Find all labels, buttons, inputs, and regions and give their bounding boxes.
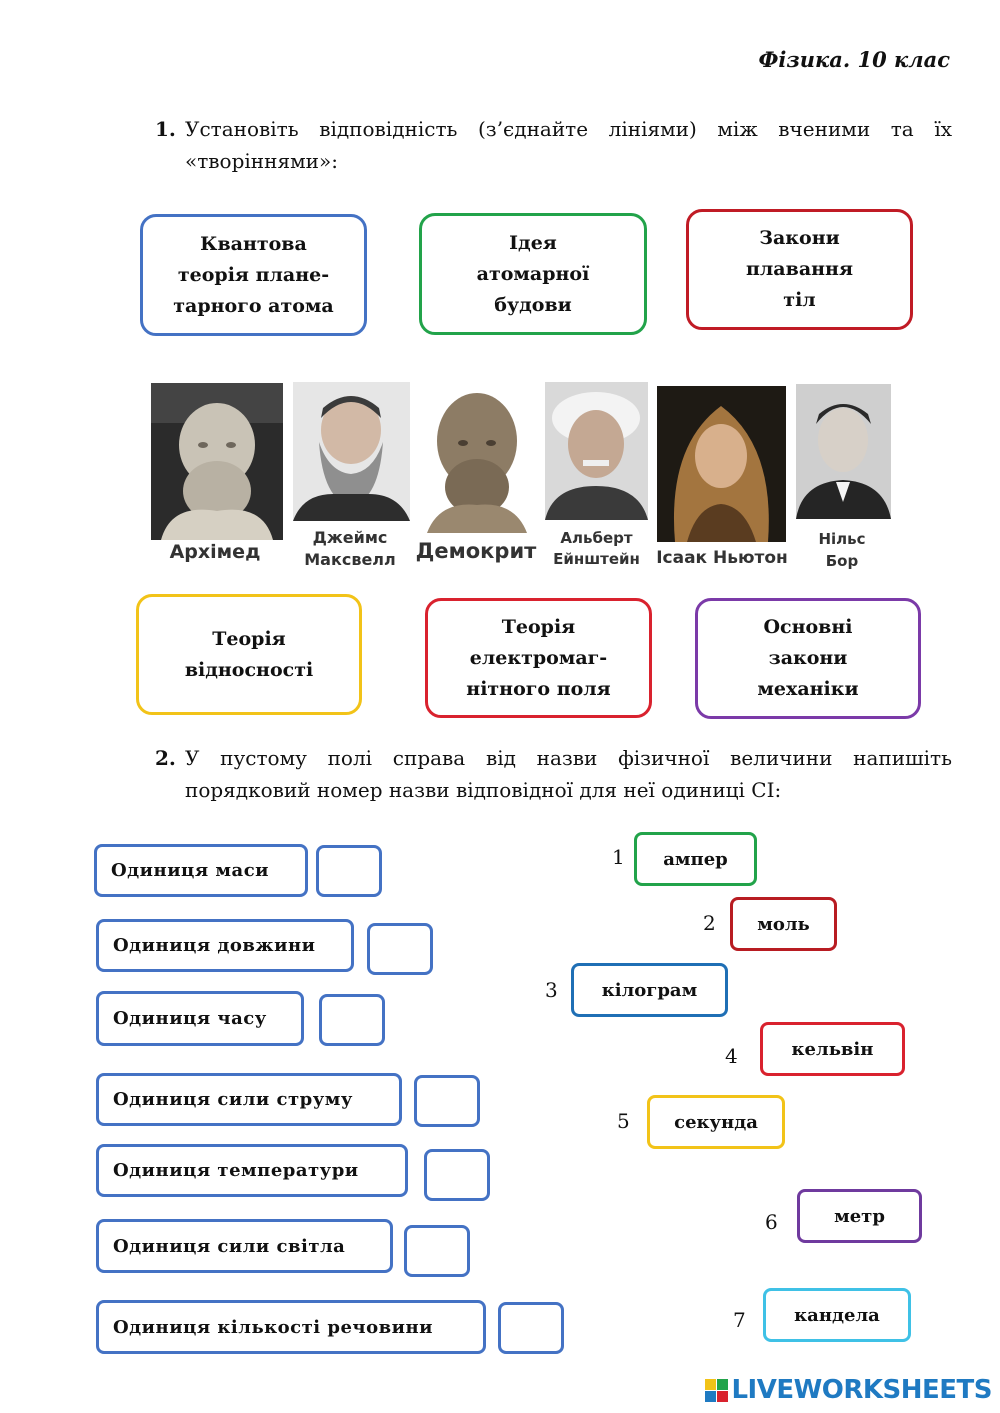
task-2-instruction bbox=[155, 742, 952, 806]
unit-label: кандела bbox=[794, 1304, 880, 1326]
portrait-maxwell[interactable] bbox=[293, 382, 410, 521]
scientist-caption: Архімед bbox=[169, 541, 261, 563]
unit-box-ampere bbox=[634, 832, 757, 886]
theory-card-quantum-atom[interactable] bbox=[140, 214, 367, 336]
quantity-label-mass bbox=[94, 844, 308, 897]
unit-label: кілограм bbox=[601, 979, 698, 1001]
answer-input-mass[interactable] bbox=[316, 845, 382, 897]
quantity-label-amount-of-substance bbox=[96, 1300, 486, 1354]
theory-card-label: Квантова теорія плане- тарного атома bbox=[173, 232, 334, 317]
unit-box-kilogram bbox=[571, 963, 728, 1017]
bust-icon bbox=[151, 383, 283, 540]
theory-card-electromagnetic-field[interactable] bbox=[425, 598, 652, 718]
quantity-label-time bbox=[96, 991, 304, 1046]
task-1-number: 1. bbox=[155, 117, 176, 141]
theory-card-label: Теорія електромаг- нітного поля bbox=[466, 615, 611, 700]
unit-label: кельвін bbox=[791, 1038, 874, 1060]
unit-number: 2 bbox=[703, 911, 716, 935]
portrait-einstein[interactable] bbox=[545, 382, 648, 520]
scientist-caption: Джеймс Максвелл bbox=[304, 528, 396, 569]
quantity-label-current bbox=[96, 1073, 402, 1126]
theory-card-label: Закони плавання тіл bbox=[746, 227, 853, 311]
portrait-newton[interactable] bbox=[657, 386, 786, 542]
unit-number: 1 bbox=[612, 845, 625, 869]
portrait-bohr[interactable] bbox=[796, 384, 891, 519]
unit-box-candela bbox=[763, 1288, 911, 1342]
unit-box-metre bbox=[797, 1189, 922, 1243]
answer-input-time[interactable] bbox=[319, 994, 385, 1046]
quantity-label-text: Одиниця маси bbox=[111, 860, 270, 881]
unit-number: 5 bbox=[617, 1109, 630, 1133]
quantity-label-text: Одиниця сили світла bbox=[113, 1235, 346, 1257]
person-icon bbox=[545, 382, 648, 520]
person-icon bbox=[657, 386, 786, 542]
person-icon bbox=[293, 382, 410, 521]
task-2-text: У пустому полі справа від назви фізичної величини напишіть порядковий номер назви відповідної для неї одиниці СІ: bbox=[185, 746, 952, 802]
theory-card-floating-bodies[interactable] bbox=[686, 209, 913, 330]
answer-input-luminous-intensity[interactable] bbox=[404, 1225, 470, 1277]
answer-input-temperature[interactable] bbox=[424, 1149, 490, 1201]
scientist-caption: Ісаак Ньютон bbox=[656, 548, 788, 568]
task-1-instruction bbox=[155, 113, 952, 177]
answer-input-current[interactable] bbox=[414, 1075, 480, 1127]
unit-number: 6 bbox=[765, 1210, 778, 1234]
unit-box-mole bbox=[730, 897, 837, 951]
quantity-label-text: Одиниця часу bbox=[113, 1008, 267, 1029]
unit-box-kelvin bbox=[760, 1022, 905, 1076]
logo-mark-icon bbox=[705, 1379, 728, 1402]
unit-number: 7 bbox=[733, 1308, 746, 1332]
task-1-text: Установіть відповідність (з’єднайте лініями) між вченими та їх «творіннями»: bbox=[185, 117, 952, 173]
unit-label: моль bbox=[757, 913, 810, 935]
unit-label: секунда bbox=[674, 1111, 758, 1133]
theory-card-relativity[interactable] bbox=[136, 594, 362, 715]
scientist-caption: Демокрит bbox=[415, 539, 537, 563]
unit-box-second bbox=[647, 1095, 785, 1149]
quantity-label-text: Одиниця довжини bbox=[113, 935, 316, 956]
unit-label: ампер bbox=[663, 848, 728, 870]
answer-input-amount-of-substance[interactable] bbox=[498, 1302, 564, 1354]
quantity-label-length bbox=[96, 919, 354, 972]
portrait-archimedes[interactable] bbox=[151, 383, 283, 540]
answer-input-length[interactable] bbox=[367, 923, 433, 975]
quantity-label-text: Одиниця кількості речовини bbox=[113, 1316, 433, 1338]
theory-card-label: Теорія відносності bbox=[184, 627, 314, 681]
page-header-subject: Фізика. 10 клас bbox=[758, 47, 950, 72]
quantity-label-luminous-intensity bbox=[96, 1219, 393, 1273]
unit-number: 4 bbox=[725, 1044, 738, 1068]
quantity-label-text: Одиниця сили струму bbox=[113, 1089, 353, 1110]
theory-card-label: Основні закони механіки bbox=[757, 616, 859, 700]
theory-card-mechanics-laws[interactable] bbox=[695, 598, 921, 719]
quantity-label-text: Одиниця температури bbox=[113, 1160, 359, 1181]
theory-card-atomic-structure[interactable] bbox=[419, 213, 647, 335]
unit-number: 3 bbox=[545, 978, 558, 1002]
liveworksheets-logo[interactable] bbox=[705, 1375, 992, 1405]
quantity-label-temperature bbox=[96, 1144, 408, 1197]
task-2-number: 2. bbox=[155, 746, 176, 770]
logo-text: LIVEWORKSHEETS bbox=[731, 1375, 992, 1405]
theory-card-label: Ідея атомарної будови bbox=[476, 231, 590, 316]
scientist-caption: Нільс Бор bbox=[818, 530, 866, 570]
portrait-democritus[interactable] bbox=[417, 383, 536, 533]
unit-label: метр bbox=[834, 1205, 885, 1227]
bust-icon bbox=[417, 383, 536, 533]
person-icon bbox=[796, 384, 891, 519]
scientist-caption: Альберт Ейнштейн bbox=[553, 529, 640, 568]
